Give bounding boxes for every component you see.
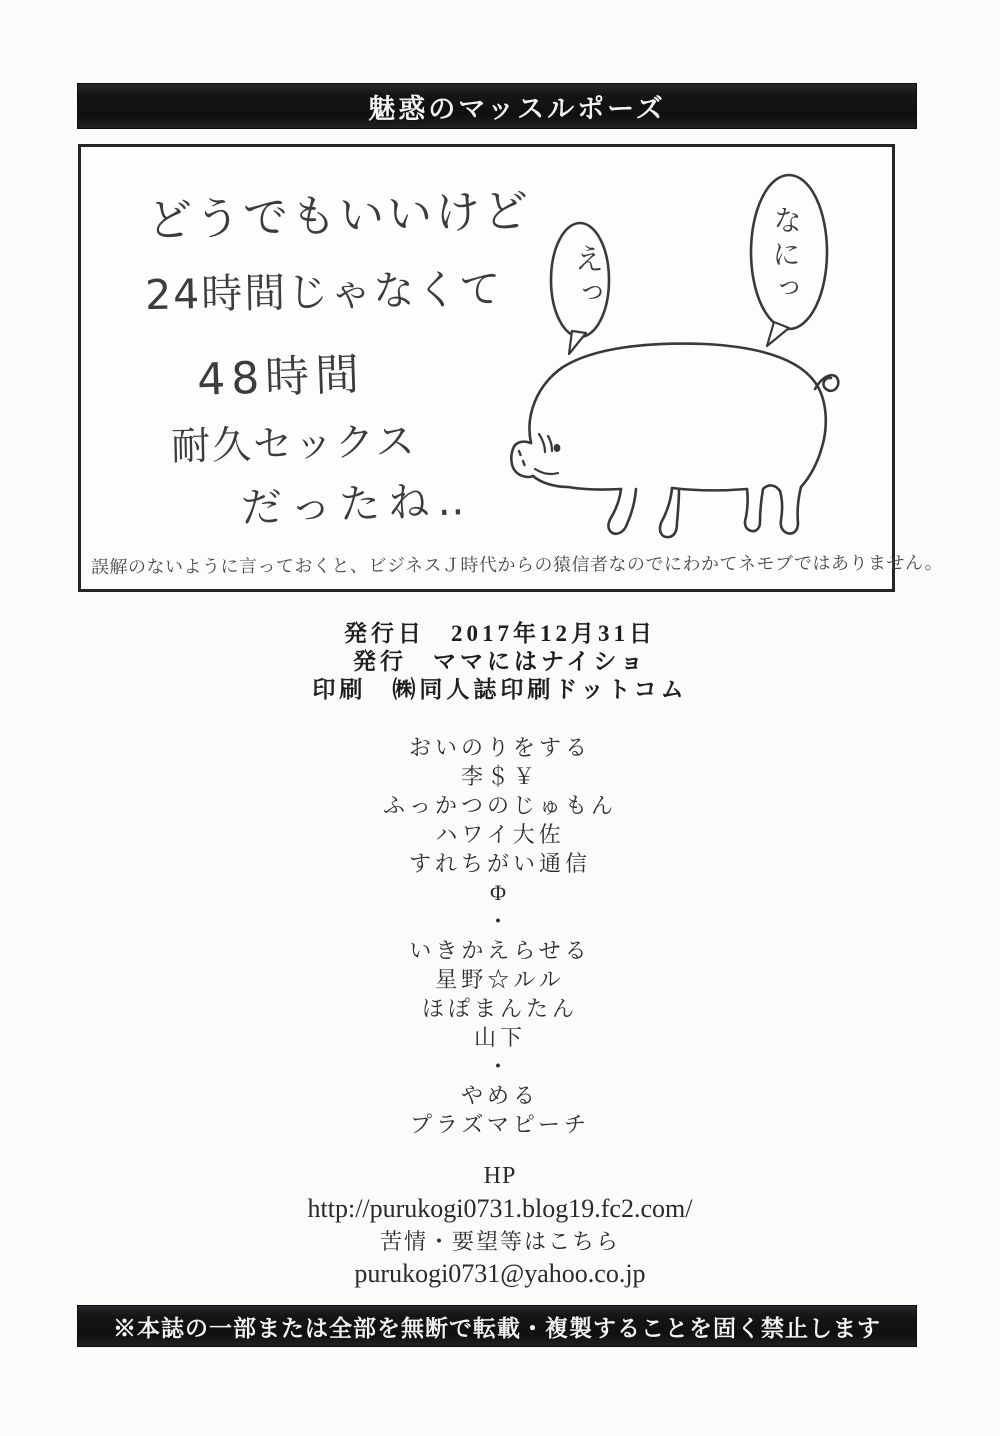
credit-item: いきかえらせる	[409, 938, 591, 963]
credit-item: ハワイ大佐	[435, 822, 565, 847]
credit-item: ふっかつのじゅもん	[382, 793, 617, 818]
panel-caption: 誤解のないように言っておくと、ビジネスＪ時代からの猿信者なのでにわかてネモブではありません。	[90, 552, 944, 579]
credit-item: 星野☆ルル	[435, 967, 565, 992]
credit-item: すれちがい通信	[408, 851, 591, 876]
handwritten-line: 耐久セックス	[170, 419, 418, 470]
credit-item: おいのりをする	[408, 735, 591, 760]
pig-eye	[554, 444, 561, 452]
speech-bubble-text-left: えっ	[566, 242, 605, 312]
contact-email: purukogi0731@yahoo.co.jp	[354, 1259, 646, 1288]
credit-item: Φ	[489, 880, 511, 905]
publication-line	[0, 648, 1000, 676]
contact-label: 苦情・要望等はこちら	[379, 1229, 620, 1254]
hp-label: HP	[483, 1163, 517, 1189]
handwritten-line: だったね‥	[240, 475, 474, 533]
copyright-notice: ※本誌の一部または全部を無断で転載・複製することを固く禁止します	[113, 1314, 881, 1342]
speech-bubble-text-right: なにっ	[766, 204, 804, 308]
publication-line	[0, 676, 1000, 704]
publication-label: 発行	[353, 649, 408, 674]
credit-item: ・	[486, 909, 513, 934]
pig-snout	[511, 442, 533, 477]
credit-item: 李＄￥	[460, 764, 539, 789]
copyright-bar	[78, 1306, 916, 1346]
credit-item: 山下	[473, 1025, 526, 1050]
credit-item: プラズマピーチ	[409, 1112, 591, 1137]
publication-label: 発行日	[344, 621, 425, 646]
publication-value: ママにはナイショ	[433, 649, 647, 674]
contact-info	[0, 1160, 1000, 1290]
publication-value: ㈱同人誌印刷ドットコム	[392, 677, 688, 702]
publication-info	[0, 620, 1000, 704]
publication-label: 印刷	[312, 677, 367, 702]
credit-item: ほぽまんたん	[421, 996, 578, 1021]
credit-item: やめる	[460, 1083, 539, 1108]
credits-list	[0, 733, 1000, 1139]
handwritten-line: 24時間じゃなくて	[144, 264, 503, 320]
title-bar	[78, 84, 916, 128]
handwritten-line: どうでもいいけど	[146, 183, 532, 248]
handwritten-line: 48時間	[196, 349, 366, 406]
publication-value: 2017年12月31日	[451, 621, 656, 646]
comic-panel	[78, 144, 944, 592]
publication-line	[0, 620, 1000, 648]
credit-item: ・	[486, 1054, 513, 1079]
hp-url: http://purukogi0731.blog19.fc2.com/	[307, 1194, 693, 1223]
book-title: 魅惑のマッスルポーズ	[368, 93, 666, 125]
pig-drawing	[511, 344, 838, 538]
